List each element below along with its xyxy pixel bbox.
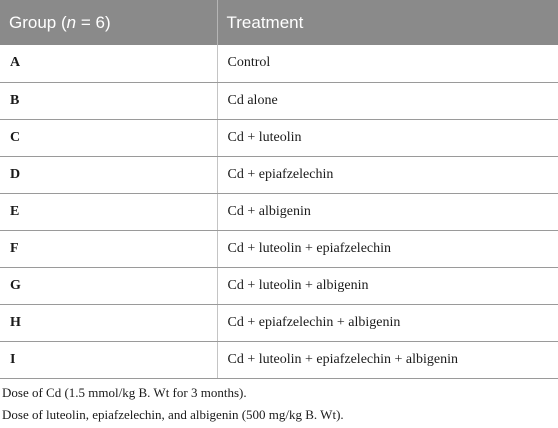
treatment-cell: Cd + luteolin <box>217 119 558 156</box>
group-cell: E <box>0 193 217 230</box>
table-header <box>0 0 558 45</box>
treatment-column-header: Treatment <box>217 0 558 45</box>
table-footnotes <box>0 382 344 426</box>
group-cell: F <box>0 230 217 267</box>
group-cell: A <box>0 45 217 82</box>
group-cell: G <box>0 267 217 304</box>
treatment-cell: Cd + luteolin + epiafzelechin + albigenin <box>217 341 558 378</box>
group-header-suffix: = 6) <box>76 12 111 32</box>
treatment-cell: Control <box>217 45 558 82</box>
table-row <box>0 119 558 156</box>
table-body <box>0 45 558 378</box>
group-column-header <box>0 0 217 45</box>
table-row <box>0 193 558 230</box>
table-row <box>0 341 558 378</box>
treatment-cell: Cd alone <box>217 82 558 119</box>
table-row <box>0 45 558 82</box>
treatment-cell: Cd + luteolin + epiafzelechin <box>217 230 558 267</box>
treatment-cell: Cd + epiafzelechin <box>217 156 558 193</box>
table-row <box>0 156 558 193</box>
group-cell: H <box>0 304 217 341</box>
footnote-compound-dose: Dose of luteolin, epiafzelechin, and albigenin (500 mg/kg B. Wt). <box>2 407 344 422</box>
treatment-cell: Cd + epiafzelechin + albigenin <box>217 304 558 341</box>
table-row <box>0 230 558 267</box>
group-cell: D <box>0 156 217 193</box>
group-cell: B <box>0 82 217 119</box>
group-cell: I <box>0 341 217 378</box>
group-header-prefix: Group ( <box>9 12 67 32</box>
treatment-cell: Cd + luteolin + albigenin <box>217 267 558 304</box>
table-row <box>0 304 558 341</box>
table-row <box>0 267 558 304</box>
footnote-cd-dose: Dose of Cd (1.5 mmol/kg B. Wt for 3 months). <box>2 385 247 400</box>
treatment-cell: Cd + albigenin <box>217 193 558 230</box>
header-row <box>0 0 558 45</box>
group-cell: C <box>0 119 217 156</box>
table-row <box>0 82 558 119</box>
group-header-n: n <box>66 12 77 32</box>
